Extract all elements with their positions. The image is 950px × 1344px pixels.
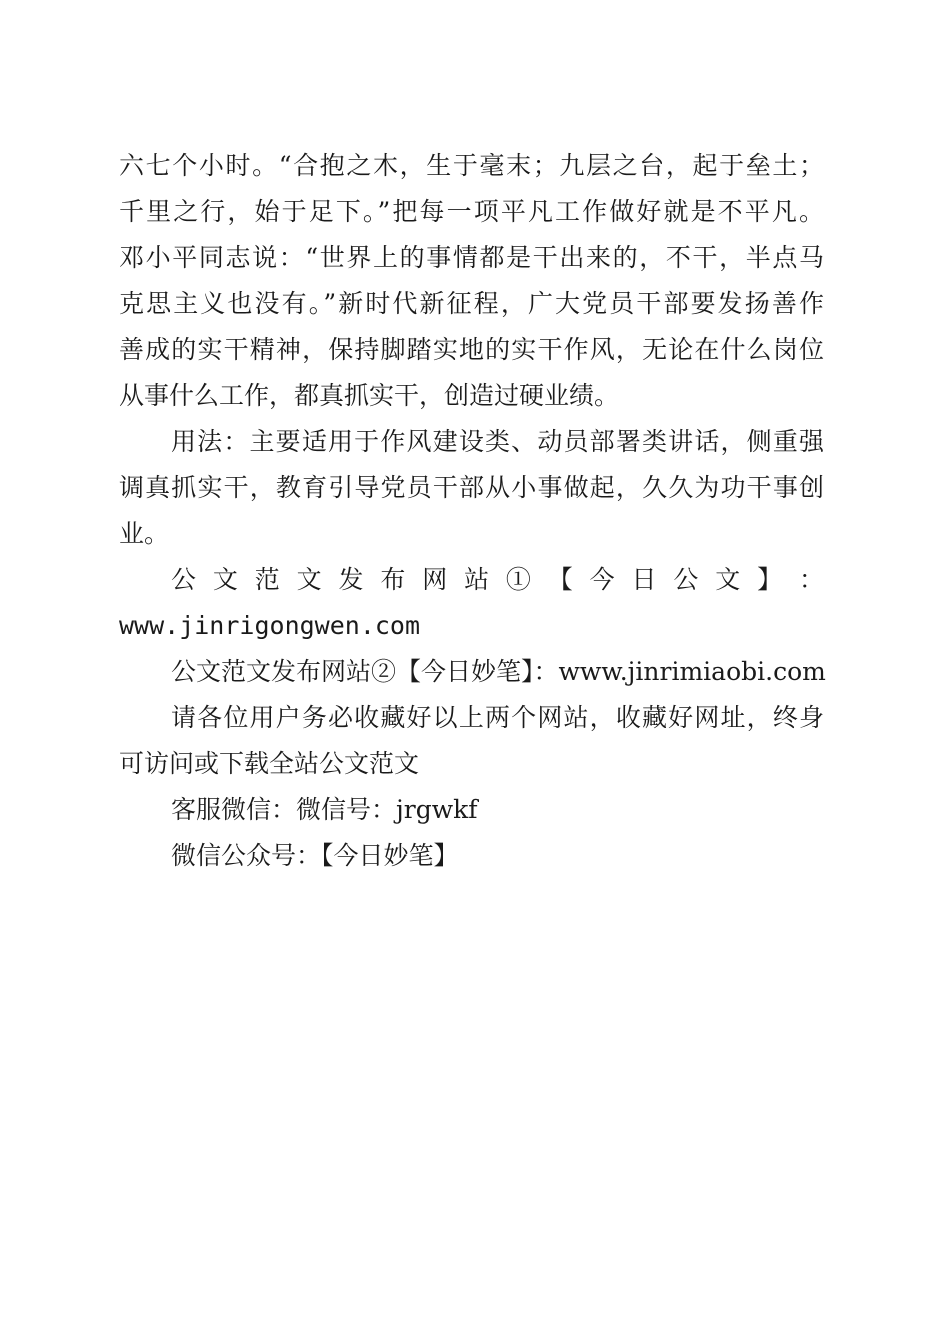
site-two-line[interactable]: 公文范文发布网站②【今日妙笔】：www.jinrimiaobi.com xyxy=(171,657,826,686)
paragraph-usage xyxy=(119,419,824,557)
paragraph-body xyxy=(119,143,824,419)
notice-block xyxy=(119,695,824,787)
site-two-block xyxy=(119,649,824,695)
site-one-block xyxy=(119,557,824,649)
notice-line: 请各位用户务必收藏好以上两个网站，收藏好网址，终身 xyxy=(171,703,824,732)
site-one-url[interactable]: www.jinrigongwen.com xyxy=(119,611,421,640)
body-line: 善成的实干精神，保持脚踏实地的实干作风，无论在什么岗位 xyxy=(119,335,824,364)
body-line: 从事什么工作，都真抓实干，创造过硬业绩。 xyxy=(119,381,620,410)
usage-line: 业。 xyxy=(119,519,170,548)
site-one-label: 公 文 范 文 发 布 网 站 ① 【 今 日 公 文 】 ： xyxy=(171,565,824,594)
notice-line: 可访问或下载全站公文范文 xyxy=(119,749,420,778)
document-page xyxy=(119,143,824,879)
body-line: 千里之行，始于足下。”把每一项平凡工作做好就是不平凡。 xyxy=(119,197,824,226)
wechat-service-line: 客服微信：微信号：jrgwkf xyxy=(171,795,478,824)
usage-line: 用法：主要适用于作风建设类、动员部署类讲话，侧重强 xyxy=(171,427,824,456)
body-line: 克思主义也没有。”新时代新征程，广大党员干部要发扬善作 xyxy=(119,289,824,318)
body-line: 六七个小时。“合抱之木，生于毫末；九层之台，起于垒土； xyxy=(119,151,824,180)
service-block xyxy=(119,787,824,879)
body-line: 邓小平同志说：“世界上的事情都是干出来的，不干，半点马 xyxy=(119,243,824,272)
official-account-line: 微信公众号：【今日妙笔】 xyxy=(171,841,459,870)
usage-line: 调真抓实干，教育引导党员干部从小事做起，久久为功干事创 xyxy=(119,473,824,502)
